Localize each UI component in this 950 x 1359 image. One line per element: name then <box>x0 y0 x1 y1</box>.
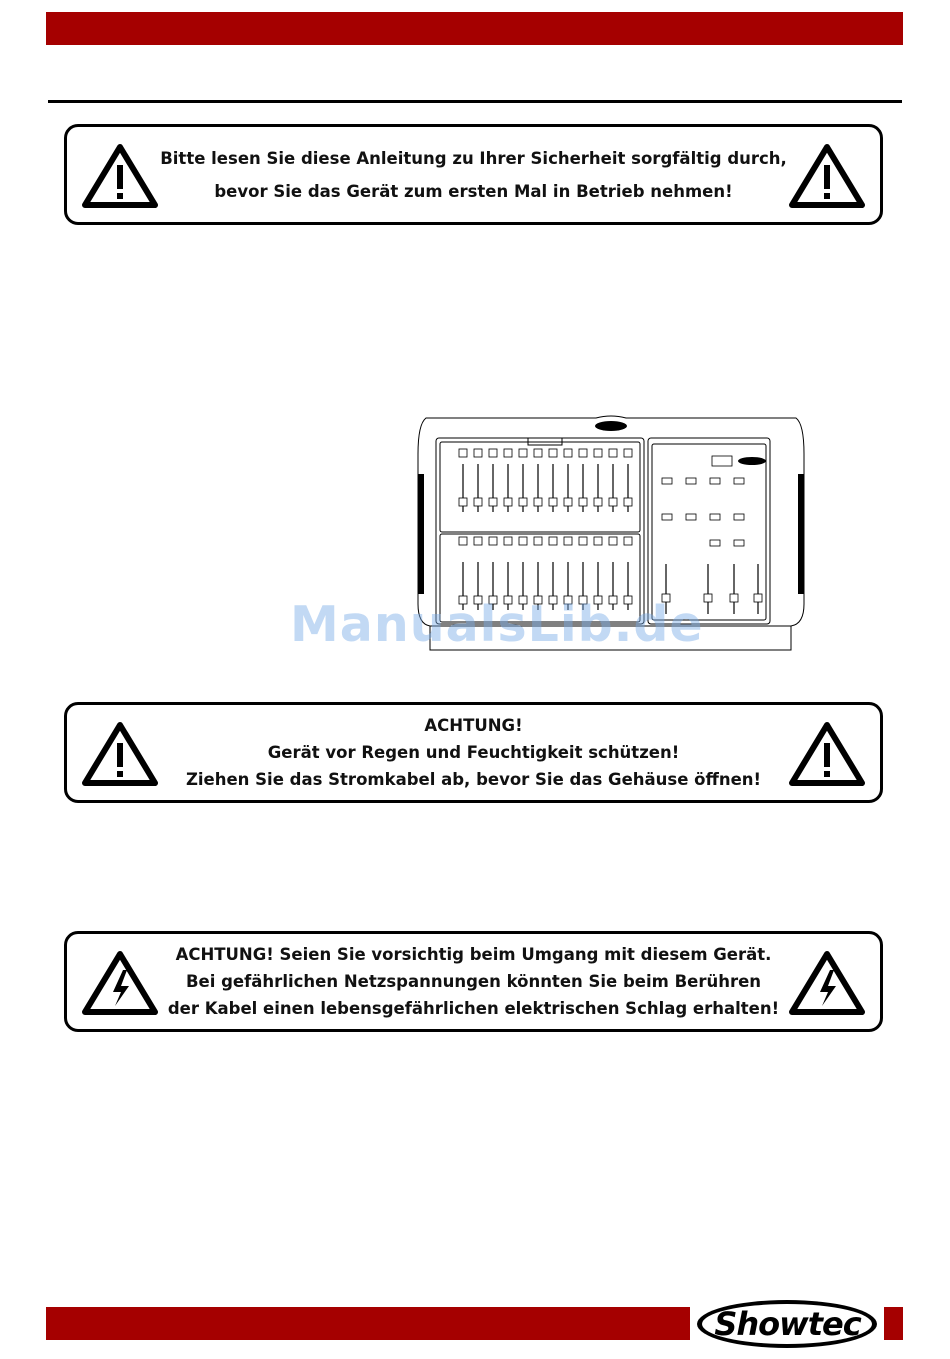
logo-text: Showtec <box>714 1305 861 1343</box>
warning-box-read-manual <box>64 124 883 225</box>
warning-text <box>167 705 780 800</box>
exclamation-triangle-icon <box>788 721 866 787</box>
exclamation-triangle-icon <box>788 143 866 209</box>
warning-line: Bei gefährlichen Netzspannungen könnten Sie beim Berühren <box>185 972 762 991</box>
high-voltage-triangle-icon <box>81 950 159 1016</box>
warning-box-moisture <box>64 702 883 803</box>
exclamation-triangle-icon <box>81 721 159 787</box>
header-bar <box>46 12 903 45</box>
exclamation-triangle-icon <box>81 143 159 209</box>
warning-line: Ziehen Sie das Stromkabel ab, bevor Sie das Gehäuse öffnen! <box>185 770 762 789</box>
warning-line: Bitte lesen Sie diese Anleitung zu Ihrer Sicherheit sorgfältig durch, <box>160 148 787 168</box>
showtec-logo <box>695 1298 880 1350</box>
warning-line: bevor Sie das Gerät zum ersten Mal in Betrieb nehmen! <box>214 181 733 201</box>
warning-box-electric-shock <box>64 931 883 1032</box>
warning-text <box>167 934 780 1029</box>
warning-line: Gerät vor Regen und Feuchtigkeit schützen! <box>267 743 680 762</box>
header-rule <box>48 100 902 103</box>
high-voltage-triangle-icon <box>788 950 866 1016</box>
watermark: ManualsLib.de <box>290 596 704 653</box>
warning-text <box>160 127 787 222</box>
warning-line: der Kabel einen lebensgefährlichen elektrischen Schlag erhalten! <box>167 999 780 1018</box>
warning-line: ACHTUNG! <box>424 716 523 735</box>
footer-bar-right <box>884 1307 903 1340</box>
footer-bar <box>46 1307 690 1340</box>
warning-line: ACHTUNG! Seien Sie vorsichtig beim Umgang mit diesem Gerät. <box>175 945 772 964</box>
